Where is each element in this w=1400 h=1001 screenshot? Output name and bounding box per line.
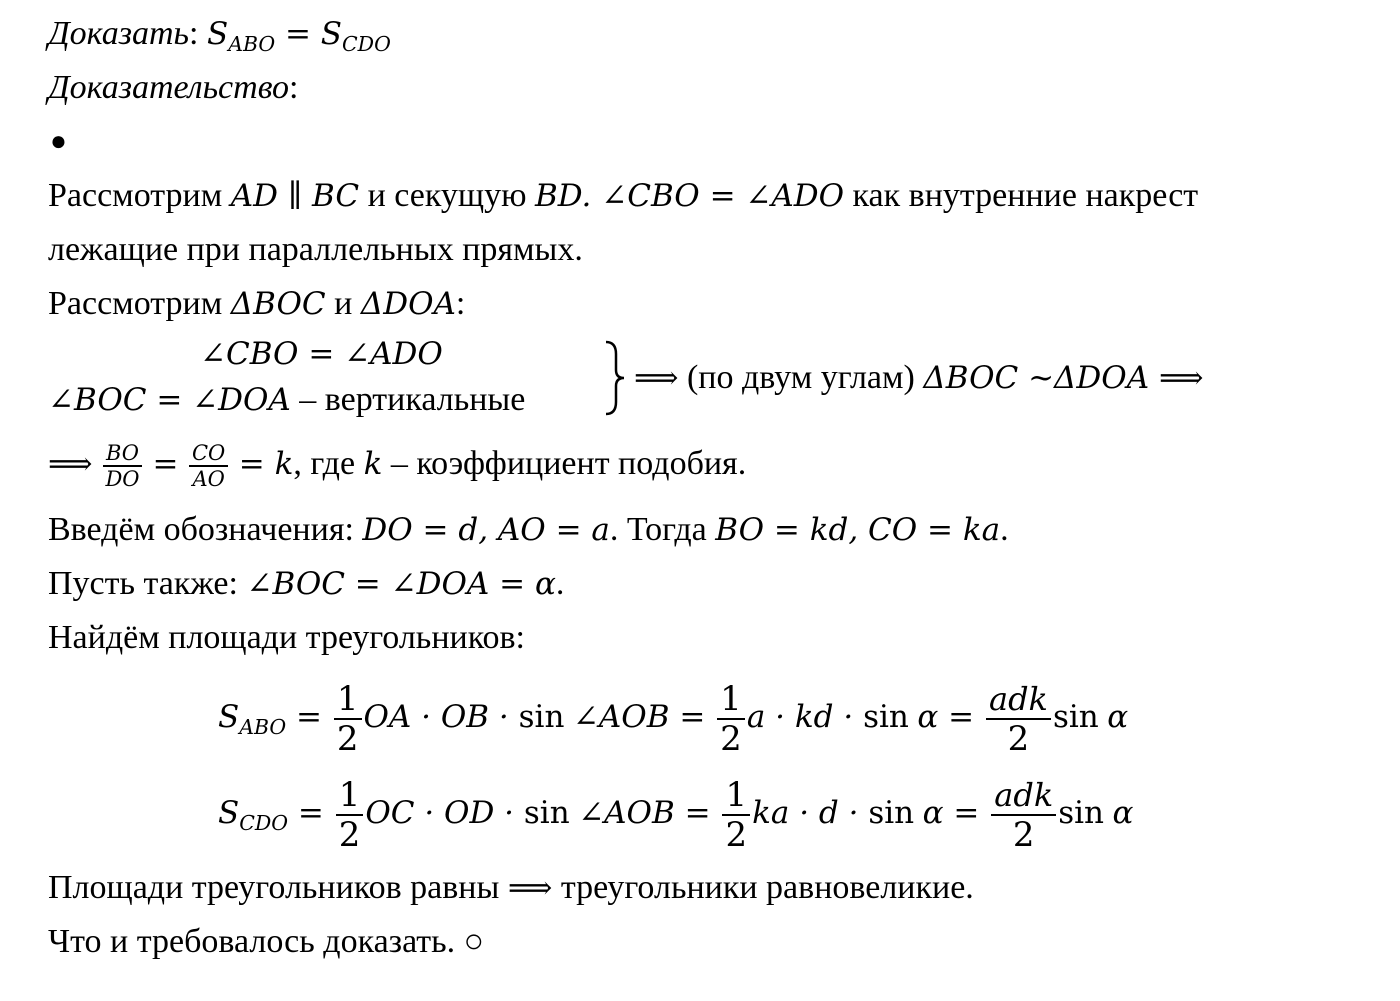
fraction-co-ao: $\frac{CO}{AO}$ [189, 441, 228, 491]
proof-heading: Доказательство: [48, 69, 299, 106]
bullet: ● [50, 126, 67, 157]
paragraph-3: Введём обозначения: DO = d, AO = a. Тогда BO = kd, CO = ka. [48, 511, 1009, 548]
paragraph-4: Пусть также: ∠BOC = ∠DOA = α. [48, 565, 565, 602]
fraction-bo-do: $\frac{BO}{DO}$ [103, 441, 142, 491]
paragraph-5: Найдём площади треугольников: [48, 619, 525, 656]
right-brace-icon [602, 340, 628, 416]
paragraph-6: Площади треугольников равны ⟹ треугольники равновеликие. [48, 869, 974, 906]
area-equation-cdo: $S_{CDO}$ = $\frac{1}{2}$ OC · OD · sin ∠AOB = $\frac{1}{2}$ ka · d · sin α = $\frac{\text{adk}}{2}$ sin α [218, 775, 1134, 856]
system-row-2: ∠BOC = ∠DOA – вертикальные [48, 381, 526, 418]
paragraph-2: Рассмотрим ΔBOC и ΔDOA: [48, 285, 466, 322]
system-conclusion: ⟹ (по двум углам) ΔBOC ~ΔDOA ⟹ [634, 359, 1204, 396]
qed-line: Что и требовалось доказать. ○ [48, 923, 485, 960]
ratio-line: ⟹ $\frac{BO}{DO}$ = $\frac{CO}{AO}$ = k, где k – коэффициент подобия. [48, 441, 747, 492]
paragraph-1-line-1: Рассмотрим AD ∥ BC и секущую BD. ∠CBO = ∠ADO как внутренние накрест [48, 177, 1199, 214]
system-row-1: ∠CBO = ∠ADO [200, 336, 443, 372]
prove-statement: Доказать: $S_{ABO} = S_{CDO}$ [48, 15, 391, 57]
fraction-one-half: $\frac{1}{2}$ [334, 680, 362, 758]
area-equation-abo: $S_{ABO}$ = $\frac{1}{2}$ OA · OB · sin ∠AOB = $\frac{1}{2}$ a · kd · sin α = $\frac{\text{adk}}{2}$ sin α [218, 679, 1129, 760]
paragraph-1-line-2: лежащие при параллельных прямых. [48, 231, 583, 268]
prove-formula: $S_{ABO} = S_{CDO}$ [206, 16, 391, 57]
qed-symbol: ○ [463, 923, 485, 960]
prove-label: Доказать [48, 15, 189, 52]
fraction-adk-2: $\frac{\text{adk}}{2}$ [986, 680, 1051, 758]
